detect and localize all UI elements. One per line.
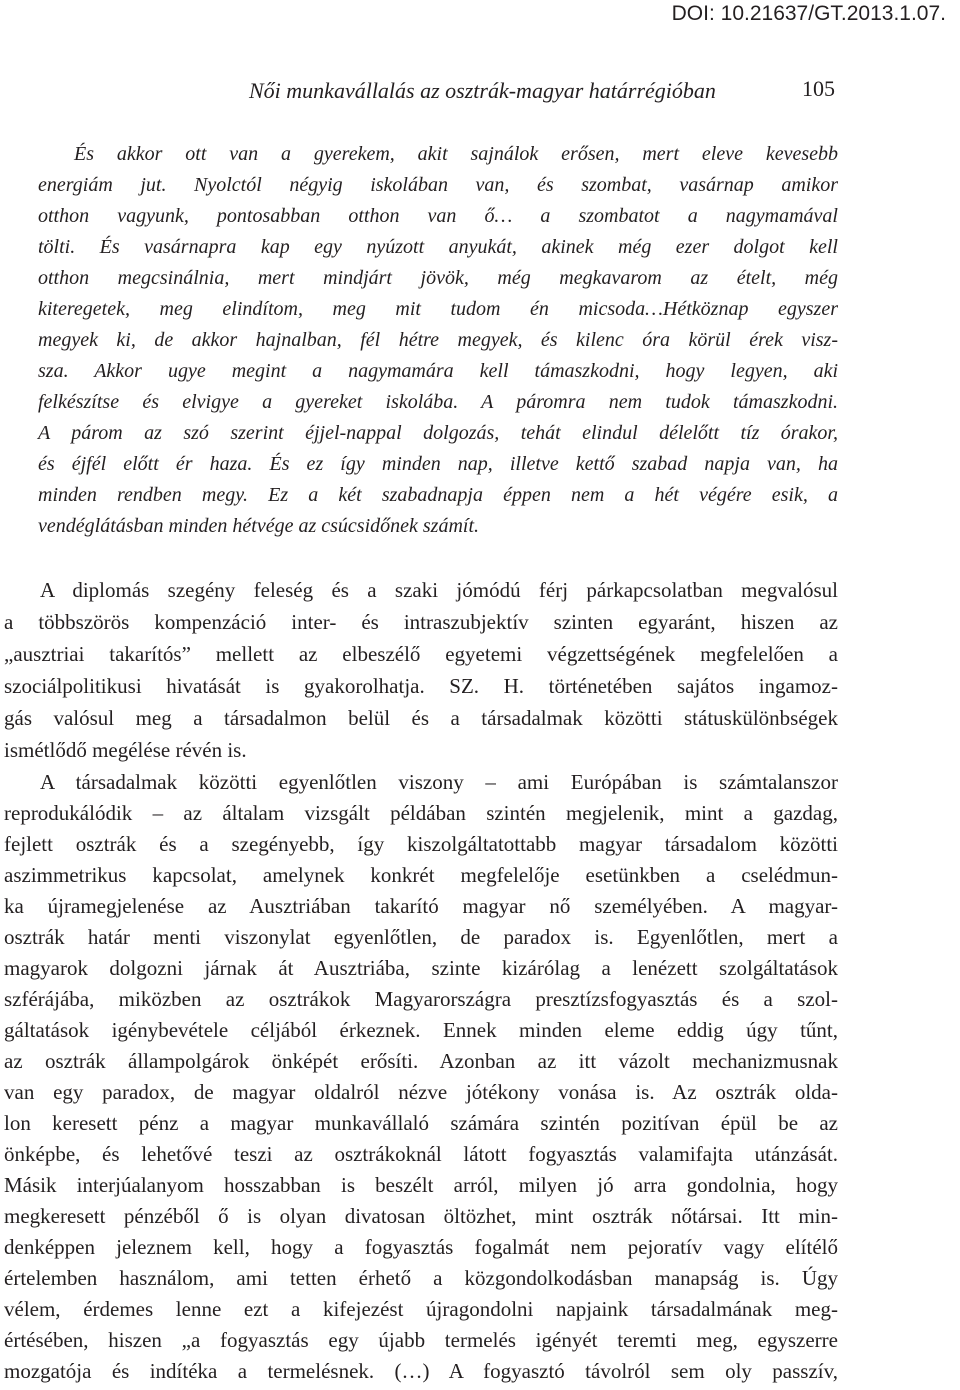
paragraph-line: szférájába, miközben az osztrákok Magyarországra presztízsfogyasztás és a szol- — [4, 987, 838, 1011]
quote-line: és éjfél előtt ér haza. És ez így minden nap, illetve kettő szabad napja van, ha — [38, 453, 838, 475]
paragraph-line: értésében, hiszen „a fogyasztás egy újabb termelés igényét teremti meg, egyszerre — [4, 1328, 838, 1352]
paragraph-line: ismétlődő megélése révén is. — [4, 738, 247, 762]
paragraph-line: A diplomás szegény feleség és a szaki jómódú férj párkapcsolatban megvalósul — [40, 578, 838, 602]
running-title: Női munkavállalás az osztrák-magyar határrégióban — [249, 78, 716, 103]
quote-line: vendéglátásban minden hétvége az csúcsidőnek számít. — [38, 515, 480, 537]
quote-line: minden rendben megy. Ez a két szabadnapja éppen nem a hét végére esik, a — [38, 484, 838, 506]
paragraph-line: Másik interjúalanyom hosszabban is beszélt arról, milyen jó arra gondolnia, hogy — [4, 1173, 838, 1197]
quote-line: felkészítse és elvigye a gyereket iskolába. A páromra nem tudok támaszkodni. — [38, 391, 838, 413]
paragraph-line: az osztrák állampolgárok önképét erősíti. Azonban az itt vázolt mechanizmusnak — [4, 1049, 838, 1073]
paragraph-line: mozgatója és indítéka a termelésnek. (…) A fogyasztó távolról sem oly passzív, — [4, 1359, 838, 1383]
paragraph-line: „ausztriai takarítós” mellett az elbeszélő egyetemi végzettségének megfelelően a — [4, 642, 838, 666]
paragraph-line: lon keresett pénz a magyar munkavállaló számára szintén pozitívan épül be az — [4, 1111, 838, 1135]
paragraph-line: értelemben használom, ami tetten érhető a közgondolkodásban manapság is. Úgy — [4, 1266, 838, 1290]
quote-line: otthon vagyunk, pontosabban otthon van ő… a szombatot a nagymamával — [38, 205, 838, 227]
quote-line: otthon megcsinálnia, mert mindjárt jövök, még megkavarom az ételt, még — [38, 267, 838, 289]
paragraph-line: denképpen jeleznem kell, hogy a fogyasztás fogalmát nem pejoratív vagy elítélő — [4, 1235, 838, 1259]
quote-line: sza. Akkor ugye megint a nagymamára kell támaszkodni, hogy legyen, aki — [38, 360, 838, 382]
paragraph-line: aszimmetrikus kapcsolat, amelynek konkrét megfelelője esetünkben a cselédmun- — [4, 863, 838, 887]
paragraph-line: gáltatások igénybevétele céljából érkeznek. Ennek minden eleme eddig úgy tűnt, — [4, 1018, 838, 1042]
paragraph-line: reprodukálódik – az általam vizsgált példában szintén megjelenik, mint a gazdag, — [4, 801, 838, 825]
paragraph-line: megkeresett pénzéből ő is olyan divatosan öltözhet, mint osztrák nőtársai. Itt min- — [4, 1204, 838, 1228]
quote-line: megyek ki, de akkor hajnalban, fél hétre megyek, és kilenc óra körül érek visz- — [38, 329, 838, 351]
paragraph-line: gás valósul meg a társadalmon belül és a társadalmak közötti státuskülönbségek — [4, 706, 838, 730]
quote-line: tölti. És vasárnapra kap egy nyúzott anyukát, akinek még ezer dolgot kell — [38, 236, 838, 258]
paragraph-line: van egy paradox, de magyar oldalról nézve jótékony vonása is. Az osztrák olda- — [4, 1080, 838, 1104]
quote-line: energiám jut. Nyolctól négyig iskolában van, és szombat, vasárnap amikor — [38, 174, 838, 196]
quote-line: A párom az szó szerint éjjel-nappal dolgozás, tehát elindul délelőtt tíz órakor, — [38, 422, 838, 444]
quote-line: És akkor ott van a gyerekem, akit sajnálok erősen, mert eleve kevesebb — [74, 143, 838, 165]
paragraph-line: ka újramegjelenése az Ausztriában takarító magyar nő személyében. A magyar- — [4, 894, 838, 918]
page-number: 105 — [802, 76, 835, 101]
paragraph-line: A társadalmak közötti egyenlőtlen viszony – ami Európában is számtalanszor — [40, 770, 838, 794]
paragraph-line: magyarok dolgozni járnak át Ausztriába, szinte kizárólag a lenézett szolgáltatások — [4, 956, 838, 980]
paragraph-line: fejlett osztrák és a szegényebb, így kiszolgáltatottabb magyar társadalom közötti — [4, 832, 838, 856]
paragraph-line: önképbe, és lehetővé teszi az osztrákoknál látott fogyasztás valamifajta utánzását. — [4, 1142, 838, 1166]
paragraph-line: a többszörös kompenzáció inter- és intraszubjektív szinten egyaránt, hiszen az — [4, 610, 838, 634]
doi-label: DOI: 10.21637/GT.2013.1.07. — [671, 2, 946, 25]
quote-line: kiteregetek, meg elindítom, meg mit tudom én micsoda…Hétköznap egyszer — [38, 298, 838, 320]
paragraph-line: szociálpolitikusi hivatását is gyakorolhatja. SZ. H. történetében sajátos ingamoz- — [4, 674, 838, 698]
paragraph-line: vélem, érdemes lenne ezt a kifejezést újragondolni napjaink társadalmának meg- — [4, 1297, 838, 1321]
paragraph-line: osztrák határ menti viszonylat egyenlőtlen, de paradox is. Egyenlőtlen, mert a — [4, 925, 838, 949]
